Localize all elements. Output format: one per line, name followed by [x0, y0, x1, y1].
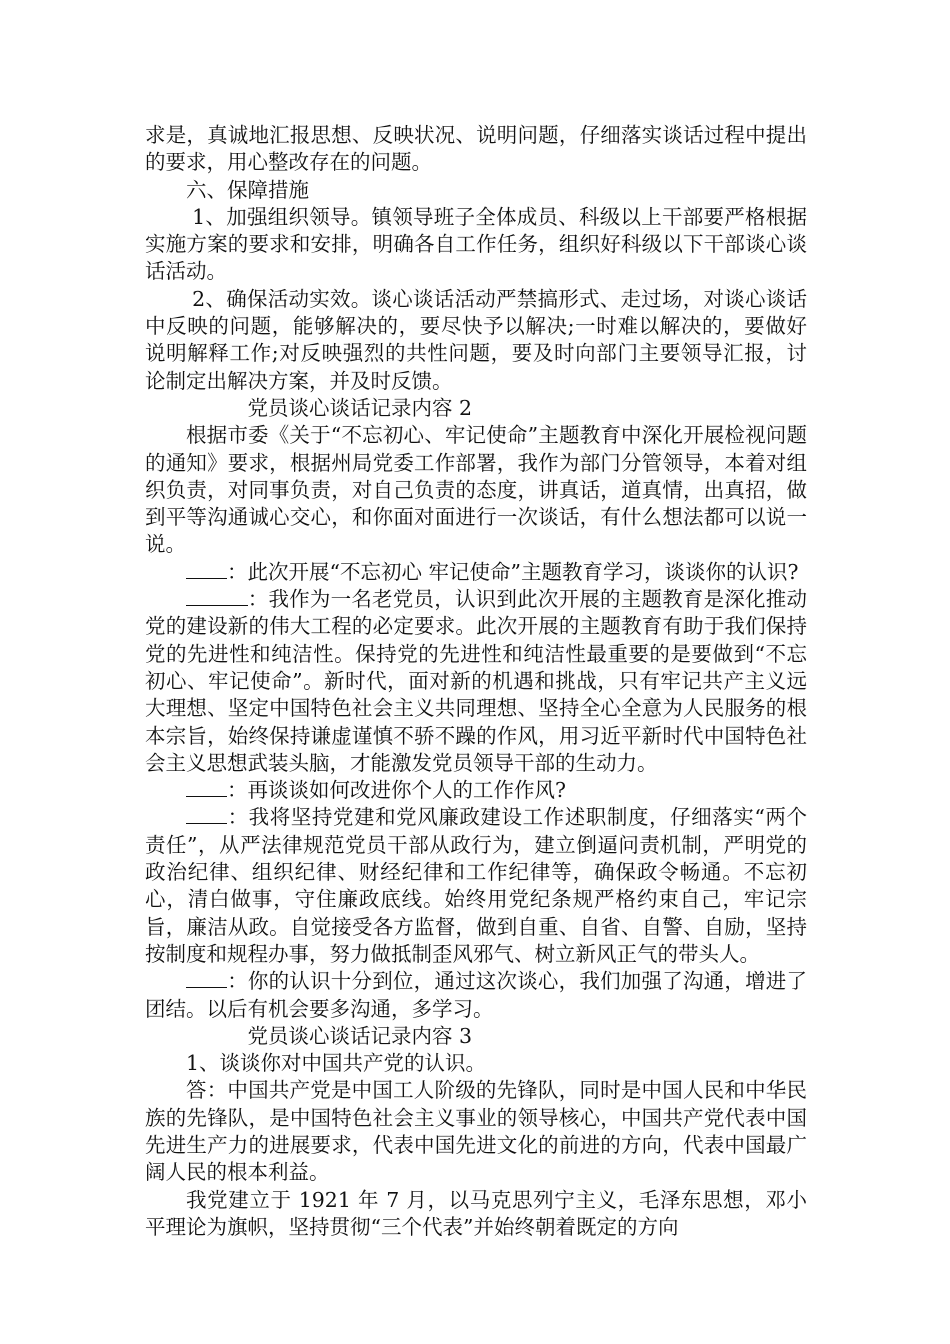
- paragraph: 我党建立于 1921 年 7 月，以马克思列宁主义，毛泽东思想，邓小平理论为旗帜，坚持贯彻“三个代表”并始终朝着既定的方向: [145, 1187, 807, 1239]
- dialogue-question: [145, 559, 807, 586]
- dialogue-text: ：你的认识十分到位，通过这次谈心，我们加强了沟通，增进了团结。以后有机会要多沟通，多学习。: [145, 969, 807, 1021]
- name-blank: [186, 805, 227, 824]
- dialogue-text: ：再谈谈如何改进你个人的工作作风?: [227, 778, 566, 803]
- dialogue-answer: [145, 804, 807, 968]
- section-heading: 六、保障措施: [186, 177, 309, 202]
- dialogue-answer: [145, 586, 807, 777]
- dialogue-text: ：此次开展“不忘初心 牢记使命”主题教育学习，谈谈你的认识?: [227, 559, 799, 584]
- paragraph: 2、确保活动实效。谈心谈话活动严禁搞形式、走过场，对谈心谈话中反映的问题，能够解决的，要尽快予以解决;一时难以解决的，要做好说明解释工作;对反映强烈的共性问题，要及时向部门主要领导汇报，讨论制定出解决方案，并及时反馈。: [145, 286, 807, 393]
- dialogue-text: ：我作为一名老党员，认识到此次开展的主题教育是深化推动党的建设新的伟大工程的必定要求。此次开展的主题教育有助于我们保持党的先进性和纯洁性。保持党的先进性和纯洁性最重要的是要做到“不忘初心、牢记使命”。新时代，面对新的机遇和挑战，只有牢记共产主义远大理想、坚定中国特色社会主义共同理想、坚持全心全意为人民服务的根本宗旨，始终保持谦虚谨慎不骄不躁的作风，用习近平新时代中国特色社会主义思想武装头脑，才能激发党员领导干部的生动力。: [145, 587, 807, 775]
- section-title: 党员谈心谈话记录内容 2: [247, 395, 473, 420]
- name-blank: [186, 778, 227, 797]
- dialogue-text: ：我将坚持党建和党风廉政建设工作述职制度，仔细落实“两个责任”，从严法律规范党员干部从政行为，建立倒逼问责机制，严明党的政治纪律、组织纪律、财经纪律和工作纪律等，确保政令畅通。不忘初心，清白做事，守住廉政底线。始终用党纪条规严格约束自己，牢记宗旨，廉洁从政。自觉接受各方监督，做到自重、自省、自警、自励，坚持按制度和规程办事，努力做抵制歪风邪气、树立新风正气的带头人。: [145, 805, 807, 966]
- paragraph: 1、谈谈你对中国共产党的认识。: [186, 1051, 487, 1076]
- dialogue-question: [145, 777, 807, 804]
- section-title: 党员谈心谈话记录内容 3: [247, 1023, 473, 1048]
- paragraph: 1、加强组织领导。镇领导班子全体成员、科级以上干部要严格根据实施方案的要求和安排，明确各自工作任务，组织好科级以下干部谈心谈话活动。: [145, 204, 807, 284]
- name-blank: [186, 559, 227, 578]
- dialogue-question: [145, 968, 807, 1023]
- paragraph: 答：中国共产党是中国工人阶级的先锋队，同时是中国人民和中华民族的先锋队，是中国特色社会主义事业的领导核心，中国共产党代表中国先进生产力的进展要求，代表中国先进文化的前进的方向，代表中国最广阔人民的根本利益。: [145, 1078, 807, 1185]
- paragraph: 根据市委《关于“不忘初心、牢记使命”主题教育中深化开展检视问题的通知》要求，根据州局党委工作部署，我作为部门分管领导，本着对组织负责，对同事负责，对自己负责的态度，讲真话，道真情，出真招，做到平等沟通诚心交心，和你面对面进行一次谈话，有什么想法都可以说一说。: [145, 423, 807, 557]
- document-body: [145, 122, 807, 1241]
- name-blank: [186, 587, 248, 606]
- paragraph: 求是，真诚地汇报思想、反映状况、说明问题，仔细落实谈话过程中提出的要求，用心整改存在的问题。: [145, 123, 807, 175]
- name-blank: [186, 969, 227, 988]
